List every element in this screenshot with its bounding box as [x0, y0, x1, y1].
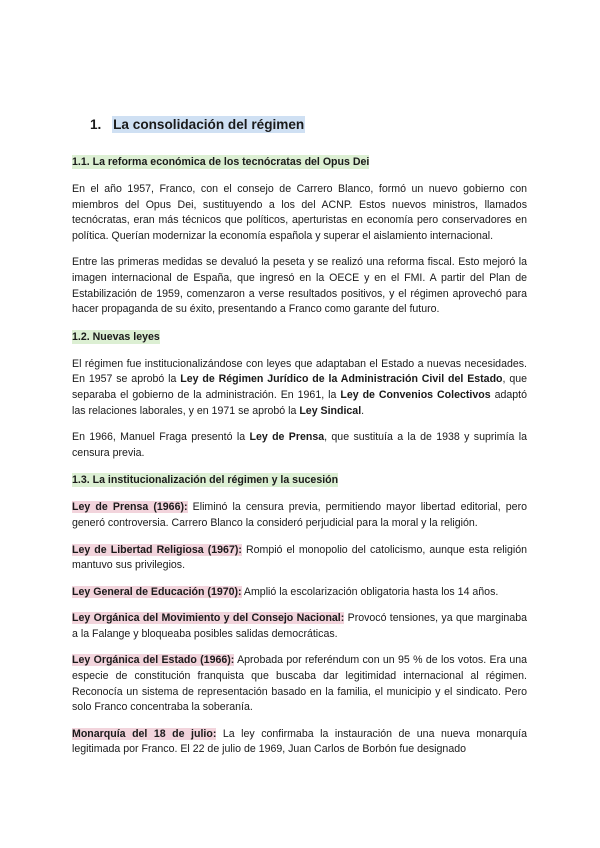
law-name: Ley de Prensa [249, 431, 325, 444]
law-name: Ley de Convenios Colectivos [340, 388, 491, 401]
paragraph-1-1-b: Entre las primeras medidas se devaluó la peseta y se realizó una reforma fiscal. Esto mejoró la imagen internacional de España, que ingresó en la OECE y en el FMI. A partir del Plan de Estabilización de 1959, comenzaron a verse resultados positivos, y el régimen aprovechó para hacer propaganda de su éxito, presentando a Franco como garante del futuro. [72, 256, 527, 316]
section-heading-1-2: 1.2. Nuevas leyes [72, 330, 160, 343]
law-term: Monarquía del 18 de julio: [72, 727, 217, 740]
document-content [72, 114, 527, 769]
paragraph-1-1-a: En el año 1957, Franco, con el consejo de Carrero Blanco, formó un nuevo gobierno con miembros del Opus Dei, sustituyendo a los del ACNP. Estos nuevos ministros, llamados tecnócratas, eran más técnicos que políticos, aperturistas en economía pero conservadores en política. Querían modernizar la economía española y superar el aislamiento internacional. [72, 183, 527, 242]
law-term: Ley General de Educación (1970): [72, 585, 242, 598]
law-item: Ley General de Educación (1970): Amplió la escolarización obligatoria hasta los 14 años. [72, 585, 499, 598]
law-item: Ley Orgánica del Movimiento y del Consejo Nacional: Provocó tensiones, ya que marginaba a la Falange y bloqueaba posibles salidas democráticas. [72, 612, 527, 640]
law-item: Monarquía del 18 de julio: La ley confirmaba la instauración de una nueva monarquía legitimada por Franco. El 22 de julio de 1969, Juan Carlos de Borbón fue designado [72, 727, 527, 756]
law-name: Ley Sindical [299, 404, 362, 417]
law-name: Ley de Régimen Jurídico de la Administración Civil del Estado [180, 373, 503, 386]
law-item: Ley Orgánica del Estado (1966): Aprobada por referéndum con un 95 % de los votos. Era una especie de constitución franquista que buscaba dar legitimidad internacional al régimen. Reconocía un sistema de representación basado en la familia, el municipio y el sindicato. Pero solo Franco concentraba la soberanía. [72, 654, 528, 714]
law-term: Ley Orgánica del Estado (1966): [72, 654, 235, 667]
section-heading-1-1: 1.1. La reforma económica de los tecnócratas del Opus Dei [72, 156, 370, 168]
law-term: Ley de Prensa (1966): [72, 501, 188, 514]
paragraph-1-2-b: En 1966, Manuel Fraga presentó la Ley de Prensa, que sustituía a la de 1938 y suprimía la censura previa. [72, 431, 527, 459]
title-text: La consolidación del régimen [113, 117, 305, 132]
paragraph-1-2-a: El régimen fue institucionalizándose con leyes que adaptaban el Estado a nuevas necesidades. En 1957 se aprobó la Ley de Régimen Jurídico de la Administración Civil del Estado, que separaba el gobierno de la administración. En 1961, la Ley de Convenios Colectivos adaptó las relaciones laborales, y en 1971 se aprobó la Ley Sindical. [72, 357, 527, 417]
section-heading-1-3: 1.3. La institucionalización del régimen y la sucesión [72, 474, 339, 487]
title-number: 1. [90, 117, 102, 132]
page-title [90, 114, 527, 136]
law-term: Ley Orgánica del Movimiento y del Consejo Nacional: [72, 612, 345, 625]
law-item: Ley de Libertad Religiosa (1967): Rompió el monopolio del catolicismo, aunque esta religión mantuvo sus privilegios. [72, 543, 527, 572]
law-item: Ley de Prensa (1966): Eliminó la censura previa, permitiendo mayor libertad editorial, pero generó controversia. Carrero Blanco la consideró perjudicial para la moral y la religión. [72, 501, 527, 529]
law-term: Ley de Libertad Religiosa (1967): [72, 543, 242, 556]
